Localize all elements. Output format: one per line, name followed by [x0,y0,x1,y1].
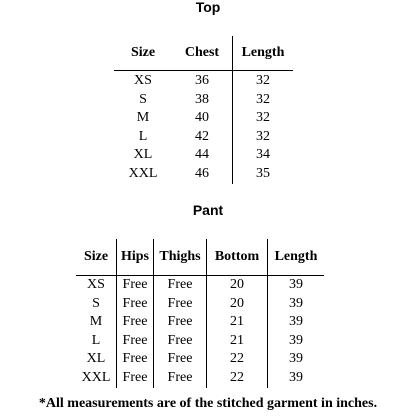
top-cell-size: M [136,110,150,126]
pant-cell-bottom: 20 [207,295,268,314]
top-cell-size: XS [134,73,152,88]
top-header-length: Length [233,36,294,71]
top-cell-length: 35 [256,165,270,181]
pant-header-size: Size [76,239,117,276]
top-cell-size: XL [133,147,153,163]
table-row [114,71,293,91]
pant-cell-size: XS [76,276,117,295]
pant-cell-length: 39 [289,277,303,292]
top-cell-length: 32 [256,73,270,88]
top-cell-chest: 40 [172,109,233,128]
pant-cell-hips: Free [117,276,154,295]
pant-header-row [76,239,324,276]
pant-header-hips: Hips [117,239,154,276]
pant-section-title: Pant [192,202,224,218]
top-cell-chest: 36 [172,71,233,91]
pant-header-thighs: Thighs [154,239,207,276]
table-row [76,313,324,332]
pant-cell-thighs: Free [154,313,207,332]
table-row [114,109,293,128]
top-cell-length: 32 [256,128,270,144]
table-row [76,276,324,295]
pant-cell-bottom: 21 [207,332,268,351]
pant-cell-thighs: Free [154,350,207,369]
pant-cell-thighs: Free [154,369,207,388]
pant-cell-length: 39 [289,295,303,311]
pant-cell-length: 39 [289,332,303,348]
table-row [114,128,293,147]
top-cell-chest: 38 [172,91,233,110]
table-row [114,165,293,184]
pant-header-length: Length [268,239,325,276]
pant-size-table [76,239,324,388]
pant-cell-length: 39 [289,314,303,330]
pant-cell-bottom: 21 [207,313,268,332]
pant-cell-size: XL [76,350,117,369]
table-row [76,295,324,314]
pant-cell-bottom: 20 [207,276,268,295]
pant-cell-length: 39 [289,351,303,367]
pant-cell-thighs: Free [154,276,207,295]
top-cell-chest: 46 [172,165,233,184]
top-cell-length: 34 [256,147,270,163]
table-row [114,91,293,110]
pant-cell-size: S [76,295,117,314]
table-row [76,332,324,351]
top-header-size: Size [114,36,172,71]
top-section-title: Top [195,0,221,15]
pant-cell-thighs: Free [154,332,207,351]
pant-cell-hips: Free [117,313,154,332]
pant-cell-hips: Free [117,295,154,314]
top-cell-size: XXL [128,165,158,181]
measurement-footnote: *All measurements are of the stitched garment in inches. [38,396,378,411]
top-cell-size: L [138,128,148,144]
pant-cell-size: L [76,332,117,351]
pant-cell-size: M [76,313,117,332]
pant-cell-hips: Free [117,332,154,351]
top-header-chest: Chest [172,36,233,71]
pant-cell-length: 39 [289,369,303,385]
table-row [114,146,293,165]
top-size-table [114,36,293,184]
table-row [76,350,324,369]
pant-header-bottom: Bottom [207,239,268,276]
top-cell-chest: 42 [172,128,233,147]
top-cell-size: S [139,91,147,107]
pant-cell-hips: Free [117,369,154,388]
top-cell-length: 32 [256,91,270,107]
table-row [76,369,324,388]
top-cell-chest: 44 [172,146,233,165]
top-cell-length: 32 [256,110,270,126]
pant-cell-hips: Free [117,350,154,369]
pant-cell-thighs: Free [154,295,207,314]
top-header-row [114,36,293,71]
pant-cell-bottom: 22 [207,369,268,388]
pant-cell-bottom: 22 [207,350,268,369]
pant-cell-size: XXL [76,369,117,388]
